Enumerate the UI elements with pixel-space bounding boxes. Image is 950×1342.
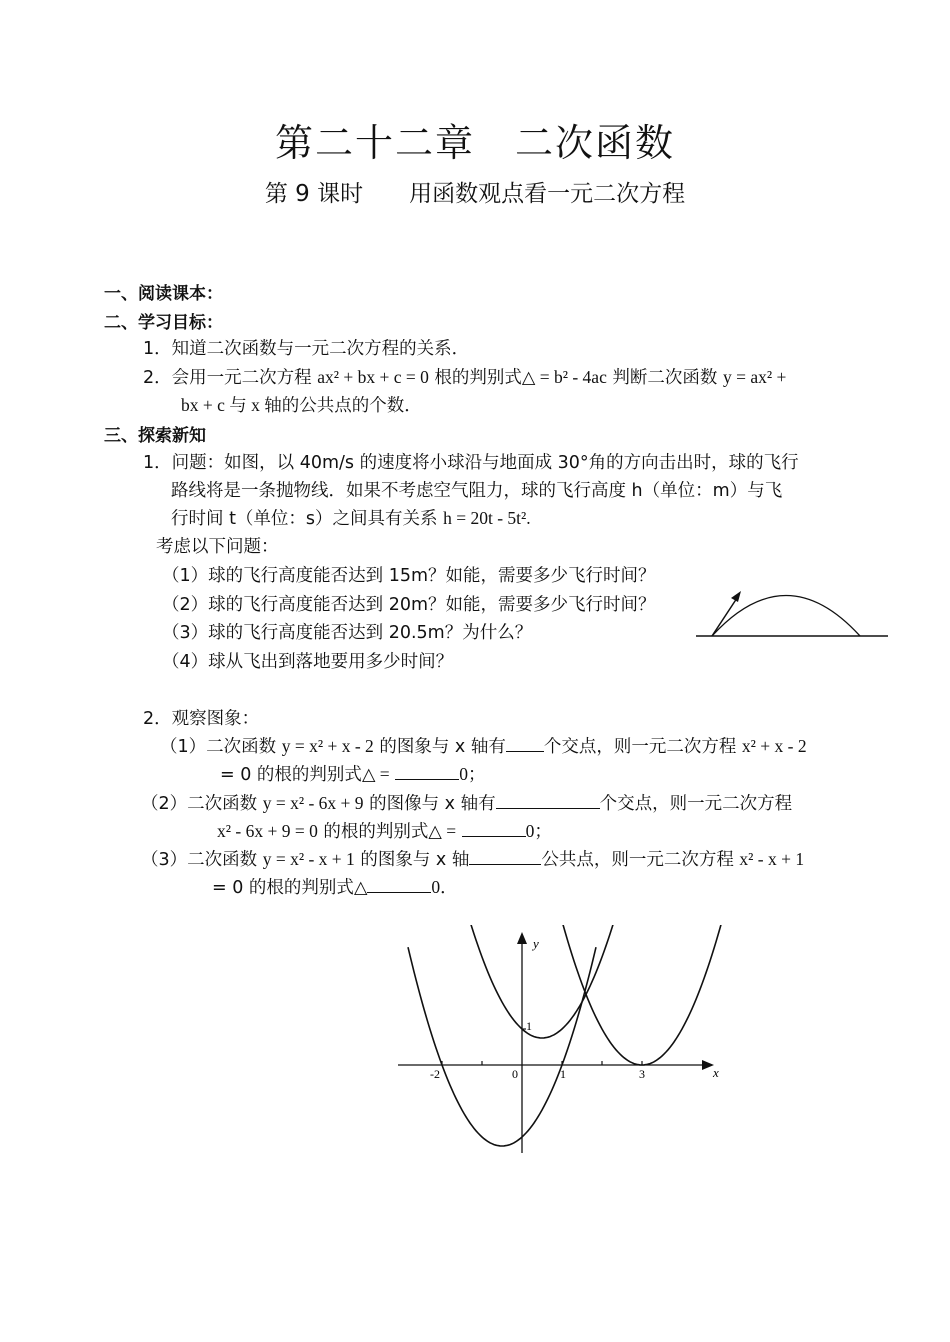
equation-3: x² - x + 1 (739, 849, 805, 869)
blank-2a[interactable] (496, 794, 600, 809)
function-1: y = x² + x - 2 (281, 736, 374, 756)
delta-symbol-3: △ (353, 877, 368, 897)
y-axis-arrow-icon (517, 932, 527, 944)
function-3: y = x² - x + 1 (262, 849, 355, 869)
delta-symbol-2: △ = (428, 821, 457, 841)
blank-3a[interactable] (469, 850, 541, 865)
general-equation: ax² + bx + c = 0 (317, 367, 429, 387)
observe-3-line2 (212, 874, 458, 899)
observe-2-text-c: 个交点，则一元二次方程 (599, 794, 793, 814)
tick-label-0: 0 (512, 1067, 518, 1081)
tick-label-1: 1 (560, 1067, 566, 1081)
equation-1: x² + x - 2 (741, 736, 807, 756)
parabola-graph (390, 925, 730, 1160)
question-1: （1）球的飞行高度能否达到 15m？如能，需要多少飞行时间？ (162, 566, 656, 586)
goal-2-line2: bx + c 与 x 轴的公共点的个数． (181, 395, 422, 415)
goal-2-line1 (143, 364, 786, 389)
question-4: （4）球从飞出到落地要用多少时间？ (162, 652, 454, 672)
height-formula: h = 20t - 5t². (443, 508, 531, 528)
observe-3-text-a: （3）二次函数 (141, 850, 263, 870)
function-2: y = x² - 6x + 9 (262, 793, 364, 813)
trajectory-figure (692, 585, 892, 645)
parabola-tangent-at-3 (548, 925, 730, 1065)
tick-label-y-1: 1 (526, 1019, 532, 1033)
blank-2b[interactable] (462, 822, 526, 837)
observe-1-line1 (160, 733, 807, 758)
section-goals: 二、学习目标： (104, 313, 223, 333)
discriminant-formula: △ = b² - 4ac (521, 367, 607, 387)
parabola-no-roots (448, 925, 636, 1038)
problem-2-label: 2．观察图象： (143, 709, 260, 729)
goal-2-text-c: 判断二次函数 (606, 368, 723, 388)
goal-2-text-a: 2．会用一元二次方程 (143, 368, 318, 388)
blank-1b[interactable] (395, 765, 459, 780)
observe-3-text-e: 0． (431, 877, 458, 897)
observe-1-text-d: = 0 的根的判别式 (220, 765, 362, 785)
question-2: （2）球的飞行高度能否达到 20m？如能，需要多少飞行时间？ (162, 595, 656, 615)
arrow-head-icon (731, 591, 741, 602)
problem-1-line2: 路线将是一条抛物线．如果不考虑空气阻力，球的飞行高度 h（单位：m）与飞 (171, 481, 783, 501)
observe-1-line2 (220, 761, 485, 786)
y-axis-label: y (533, 936, 539, 951)
observe-1-text-a: （1）二次函数 (160, 737, 282, 757)
delta-symbol-1: △ = (361, 764, 390, 784)
observe-2-text-d: 的根的判别式 (317, 822, 429, 842)
question-3: （3）球的飞行高度能否达到 20.5m？为什么？ (162, 623, 533, 643)
equation-2: x² - 6x + 9 = 0 (217, 821, 318, 841)
observe-3-text-b: 的图象与 x 轴 (354, 850, 470, 870)
observe-2-line1 (141, 790, 792, 815)
observe-3-line1 (141, 846, 804, 871)
tick-label-minus-2: -2 (430, 1067, 440, 1081)
section-explore: 三、探索新知 (104, 426, 206, 446)
problem-1-text: 行时间 t（单位：s）之间具有关系 (171, 509, 444, 529)
chapter-title: 第二十二章 二次函数 (274, 121, 675, 165)
goal-2-text-b: 根的判别式 (428, 368, 522, 388)
consider-label: 考虑以下问题： (156, 537, 279, 557)
observe-2-text-e: 0； (525, 821, 552, 841)
problem-1-line3 (171, 505, 531, 530)
observe-2-line2 (217, 818, 552, 843)
section-reading: 一、阅读课本： (104, 284, 223, 304)
observe-1-text-b: 的图象与 x 轴有 (373, 737, 506, 757)
general-function: y = ax² + (722, 367, 787, 387)
tick-label-3: 3 (639, 1067, 645, 1081)
problem-1-line1: 1．问题：如图，以 40m/s 的速度将小球沿与地面成 30°角的方向击出时，球的飞行 (143, 453, 799, 473)
observe-2-text-b: 的图像与 x 轴有 (363, 794, 496, 814)
observe-2-text-a: （2）二次函数 (141, 794, 263, 814)
observe-3-text-c: 公共点，则一元二次方程 (541, 850, 740, 870)
goal-1: 1．知道二次函数与一元二次方程的关系． (143, 339, 470, 359)
observe-1-text-e: 0； (459, 764, 486, 784)
observe-3-text-d: = 0 的根的判别式 (212, 878, 354, 898)
blank-3b[interactable] (367, 878, 431, 893)
parabola-roots-minus2-and-1 (408, 947, 596, 1146)
lesson-title: 第 9 课时 用函数观点看一元二次方程 (264, 181, 686, 207)
blank-1a[interactable] (506, 737, 544, 752)
observe-1-text-c: 个交点，则一元二次方程 (543, 737, 742, 757)
x-axis-label: x (713, 1065, 719, 1080)
